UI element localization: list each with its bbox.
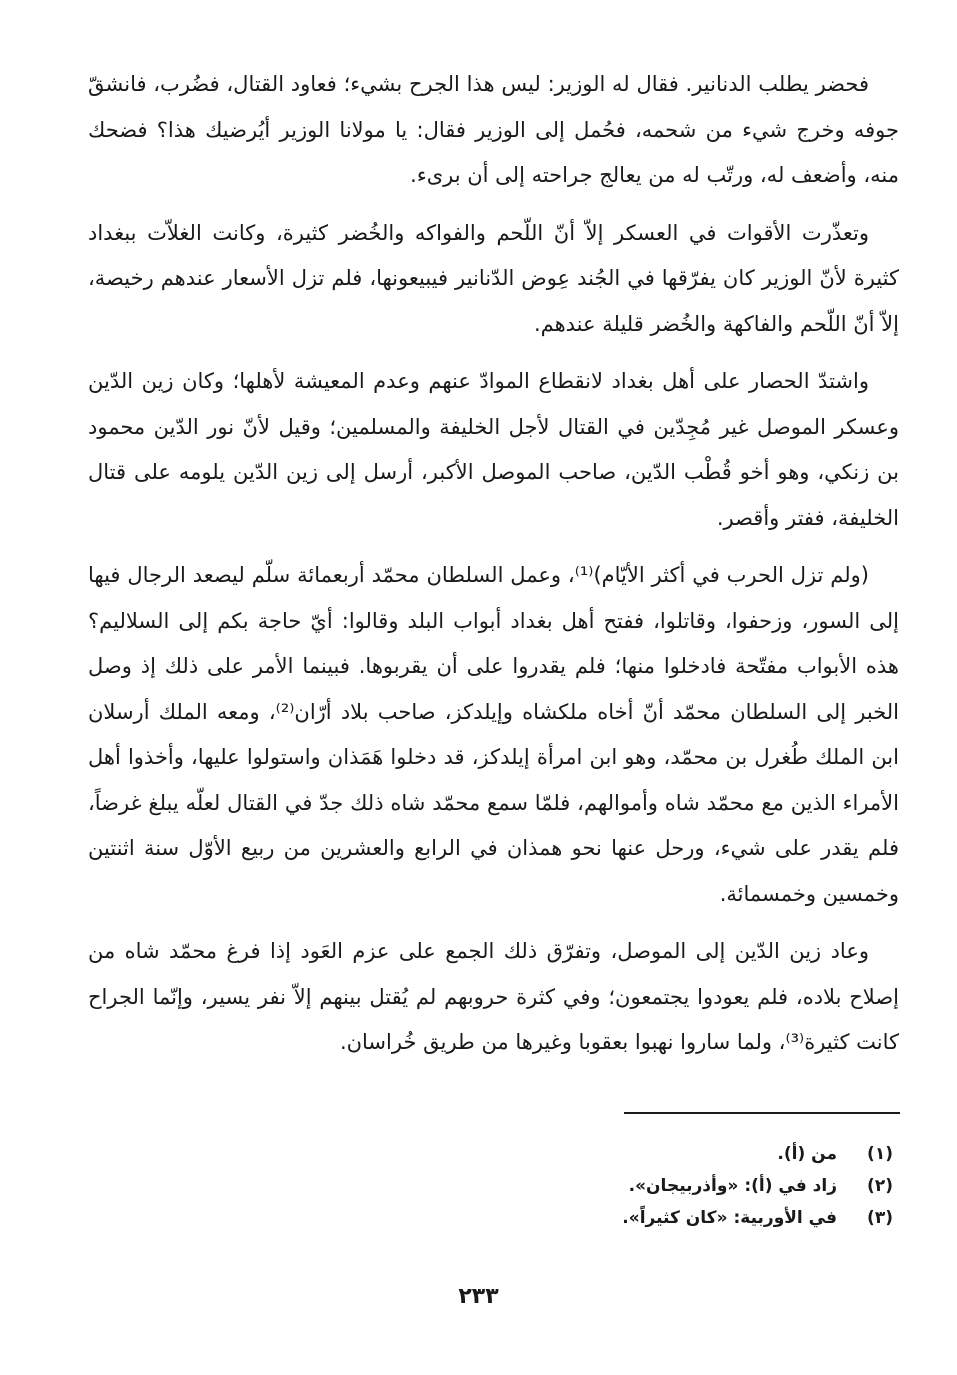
- footnote-text: زاد في (أ): «وأذربيجان».: [628, 1176, 837, 1196]
- footnote-separator: [624, 1112, 900, 1114]
- paragraph-4: (ولم تزل الحرب في أكثر الأيّام)⁽¹⁾، وعمل السلطان محمّد أربعمائة سلّم ليصعد الرجال فيها إلى السور، وزحفوا، وقاتلوا، ففتح أهل بغداد أبواب البلد وقالوا: أيّ حاجة بكم إلى السلاليم؟ هذه الأبواب مفتّحة فادخلوا منها؛ فلم يقدروا على أن يقربوها. فبينما الأمر على ذلك إذ وصل الخبر إلى السلطان محمّد أنّ أخاه ملكشاه وإيلدكز، صاحب بلاد أرّان⁽²⁾، ومعه الملك أرسلان ابن الملك طُغرل بن محمّد، وهو ابن امرأة إيلدكز، قد دخلوا هَمَذان واستولوا عليها، وأخذوا أهل الأمراء الذين مع محمّد شاه وأموالهم، فلمّا سمع محمّد شاه ذلك جدّ في القتال لعلّه يبلغ غرضاً، فلم يقدر على شيء، ورحل عنها نحو همذان في الرابع والعشرين من ربيع الأوّل سنة اثنتين وخمسين وخمسمائة.: [88, 563, 899, 906]
- footnote: [293, 1202, 893, 1234]
- paragraph-1: فحضر يطلب الدنانير. فقال له الوزير: ليس هذا الجرح بشيء؛ فعاود القتال، فضُرب، فانشقّ جوفه وخرج شيء من شحمه، فحُمل إلى الوزير فقال: يا مولانا الوزير أيُرضيك هذا؟ فضحك منه، وأضعف له، ورتّب له من يعالج جراحته إلى أن برىء.: [88, 72, 899, 187]
- footnote-number: (١): [867, 1144, 893, 1164]
- page-number: ٢٣٣: [458, 1284, 499, 1309]
- main-text: [88, 62, 899, 1078]
- footnote-text: في الأوربية: «كان كثيراً».: [622, 1208, 837, 1228]
- footnote-text: من (أ).: [777, 1144, 837, 1164]
- footnotes: [293, 1138, 893, 1234]
- footnote: [293, 1170, 893, 1202]
- footnote-number: (٢): [867, 1176, 893, 1196]
- paragraph-3: واشتدّ الحصار على أهل بغداد لانقطاع الموادّ عنهم وعدم المعيشة لأهلها؛ وكان زين الدّين وعسكر الموصل غير مُجِدّين في القتال لأجل الخليفة والمسلمين؛ وقيل لأنّ نور الدّين محمود بن زنكي، وهو أخو قُطْب الدّين، صاحب الموصل الأكبر، أرسل إلى زين الدّين يلومه على قتال الخليفة، ففتر وأقصر.: [88, 369, 899, 530]
- paragraph-2: وتعذّرت الأقوات في العسكر إلاّ أنّ اللّحم والفواكه والخُضر كثيرة، وكانت الغلاّت ببغداد كثيرة لأنّ الوزير كان يفرّقها في الجُند عِوض الدّنانير فيبيعونها، فلم تزل الأسعار عندهم رخيصة، إلاّ أنّ اللّحم والفاكهة والخُضر قليلة عندهم.: [88, 220, 899, 336]
- footnote-number: (٣): [867, 1208, 893, 1228]
- footnote: [293, 1138, 893, 1170]
- paragraph-5: وعاد زين الدّين إلى الموصل، وتفرّق ذلك الجمع على عزم العَود إذا فرغ محمّد شاه من إصلاح بلاده، فلم يعودوا يجتمعون؛ وفي كثرة حروبهم لم يُقتل بينهم إلاّ نفر يسير، وإنّما الجراح كانت كثيرة⁽³⁾، ولما ساروا نهبوا بعقوبا وغيرها من طريق خُراسان.: [88, 939, 899, 1054]
